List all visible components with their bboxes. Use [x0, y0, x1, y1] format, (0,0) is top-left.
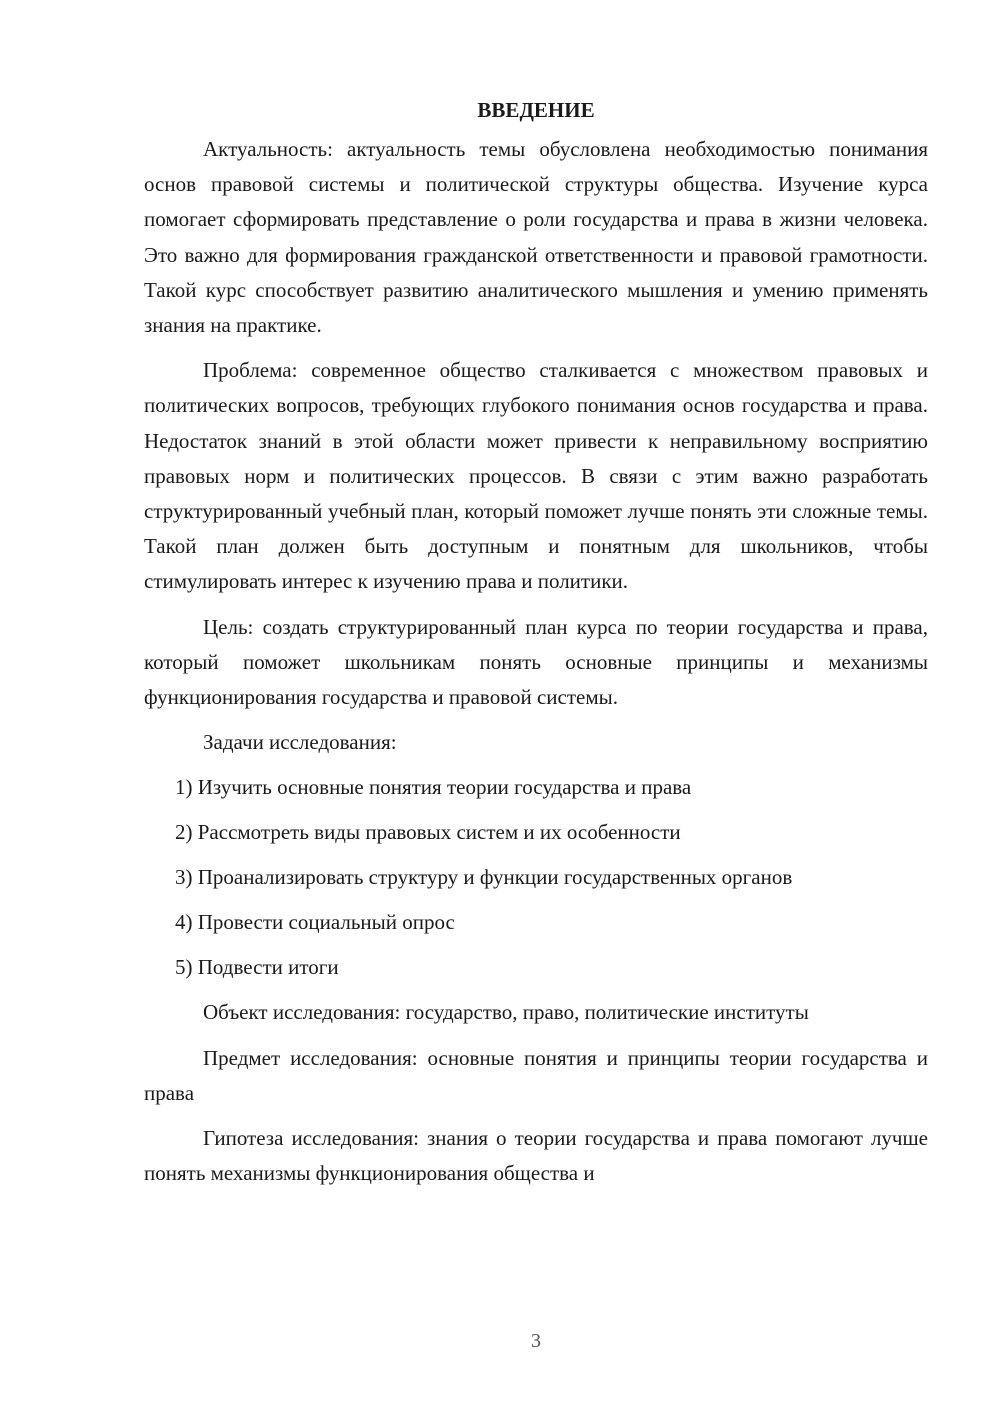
object-paragraph: Объект исследования: государство, право, политические институты [203, 1000, 809, 1025]
tasks-list [144, 770, 928, 985]
task-item: 3) Проанализировать структуру и функции государственных органов [175, 865, 793, 890]
task-item: 4) Провести социальный опрос [175, 910, 455, 935]
goal-paragraph: Цель: создать структурированный план курса по теории государства и права, который поможет школьникам понять основные принципы и механизмы функционирования государства и правовой системы. [144, 614, 928, 710]
relevance-paragraph: Актуальность: актуальность темы обусловлена необходимостью понимания основ правовой системы и политической структуры общества. Изучение курса помогает сформировать представление о роли государства и права в жизни человека. Это важно для формирования гражданской ответственности и правовой грамотности. Такой курс способствует развитию аналитического мышления и умению применять знания на практике. [144, 137, 928, 338]
tasks-heading: Задачи исследования: [203, 730, 397, 755]
subject-paragraph: Предмет исследования: основные понятия и принципы теории государства и права [144, 1045, 928, 1105]
task-item: 5) Подвести итоги [175, 955, 339, 980]
task-item: 1) Изучить основные понятия теории государства и права [175, 775, 692, 800]
task-item: 2) Рассмотреть виды правовых систем и их особенности [175, 820, 681, 845]
hypothesis-paragraph: Гипотеза исследования: знания о теории государства и права помогают лучше понять механизмы функционирования общества и [144, 1126, 928, 1186]
problem-paragraph: Проблема: современное общество сталкивается с множеством правовых и политических вопросов, требующих глубокого понимания основ государства и права. Недостаток знаний в этой области может привести к неправильному восприятию правовых норм и политических процессов. В связи с этим важно разработать структурированный учебный план, который поможет лучше понять эти сложные темы. Такой план должен быть доступным и понятным для школьников, чтобы стимулировать интерес к изучению права и политики. [144, 358, 928, 594]
document-page [144, 92, 928, 1201]
page-number: 3 [531, 1330, 541, 1352]
page-title: ВВЕДЕНИЕ [477, 98, 595, 122]
